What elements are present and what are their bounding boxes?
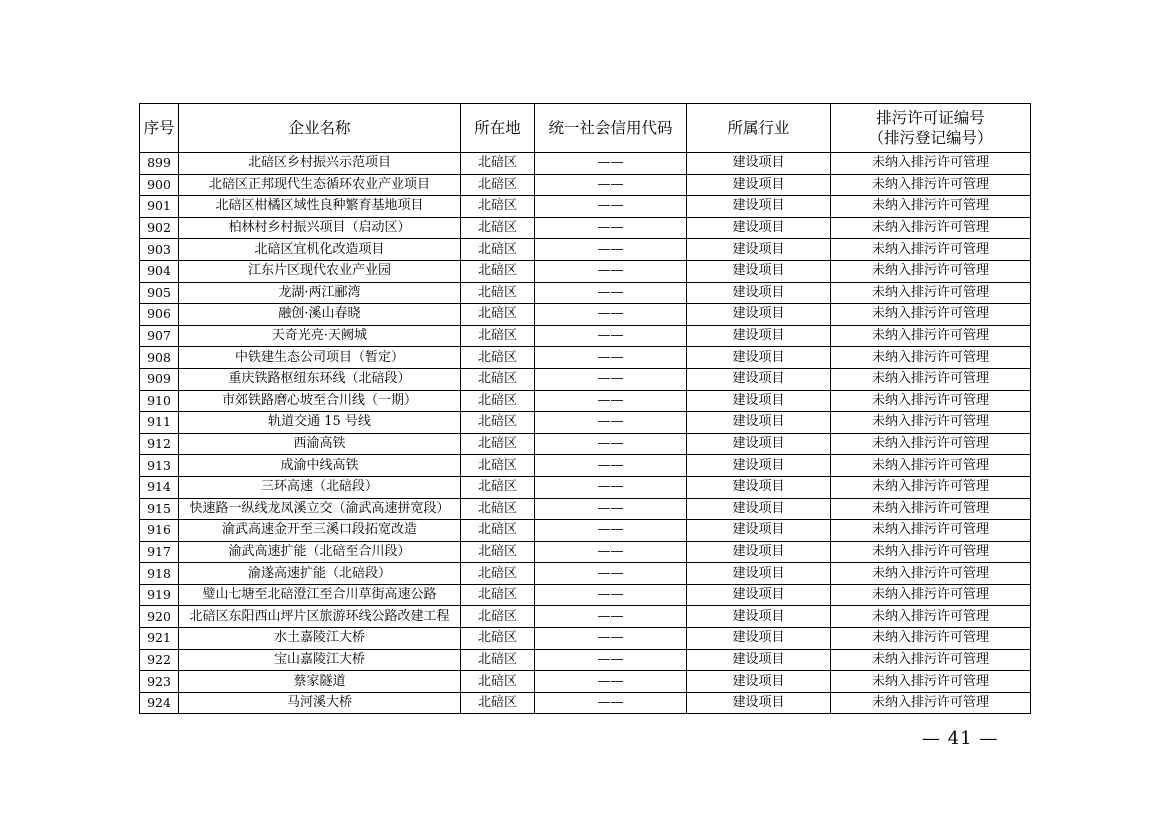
cell-company-name: 西渝高铁	[179, 433, 461, 455]
cell-industry: 建设项目	[687, 239, 831, 261]
cell-credit-code: ——	[535, 196, 687, 218]
cell-company-name: 轨道交通 15 号线	[179, 412, 461, 434]
cell-location: 北碚区	[461, 692, 535, 714]
cell-company-name: 龙湖·两江郦湾	[179, 282, 461, 304]
cell-location: 北碚区	[461, 325, 535, 347]
cell-location: 北碚区	[461, 433, 535, 455]
cell-location: 北碚区	[461, 628, 535, 650]
cell-industry: 建设项目	[687, 260, 831, 282]
cell-seq: 913	[140, 455, 179, 477]
cell-permit-status: 未纳入排污许可管理	[831, 239, 1031, 261]
table-row	[140, 217, 1031, 239]
cell-seq: 907	[140, 325, 179, 347]
cell-location: 北碚区	[461, 347, 535, 369]
cell-company-name: 成渝中线高铁	[179, 455, 461, 477]
cell-permit-status: 未纳入排污许可管理	[831, 217, 1031, 239]
cell-industry: 建设项目	[687, 347, 831, 369]
cell-location: 北碚区	[461, 541, 535, 563]
page-number: — 41 —	[922, 728, 999, 749]
cell-industry: 建设项目	[687, 174, 831, 196]
cell-seq: 901	[140, 196, 179, 218]
cell-location: 北碚区	[461, 260, 535, 282]
cell-credit-code: ——	[535, 563, 687, 585]
cell-industry: 建设项目	[687, 498, 831, 520]
registry-table	[139, 103, 1031, 714]
cell-company-name: 天奇光亮·天阙城	[179, 325, 461, 347]
table-row	[140, 520, 1031, 542]
table-row	[140, 153, 1031, 175]
cell-company-name: 市郊铁路磨心坡至合川线（一期）	[179, 390, 461, 412]
cell-permit-status: 未纳入排污许可管理	[831, 606, 1031, 628]
cell-industry: 建设项目	[687, 153, 831, 175]
cell-permit-status: 未纳入排污许可管理	[831, 584, 1031, 606]
cell-company-name: 快速路一纵线龙凤溪立交（渝武高速拼宽段）	[179, 498, 461, 520]
cell-seq: 915	[140, 498, 179, 520]
cell-credit-code: ——	[535, 671, 687, 693]
cell-industry: 建设项目	[687, 520, 831, 542]
cell-permit-status: 未纳入排污许可管理	[831, 671, 1031, 693]
cell-industry: 建设项目	[687, 671, 831, 693]
cell-location: 北碚区	[461, 412, 535, 434]
table-row	[140, 260, 1031, 282]
cell-seq: 916	[140, 520, 179, 542]
cell-company-name: 三环高速（北碚段）	[179, 476, 461, 498]
cell-permit-status: 未纳入排污许可管理	[831, 347, 1031, 369]
cell-industry: 建设项目	[687, 541, 831, 563]
cell-seq: 908	[140, 347, 179, 369]
cell-industry: 建设项目	[687, 606, 831, 628]
cell-permit-status: 未纳入排污许可管理	[831, 433, 1031, 455]
table-header	[140, 104, 1031, 153]
cell-seq: 903	[140, 239, 179, 261]
cell-credit-code: ——	[535, 455, 687, 477]
table-row	[140, 455, 1031, 477]
cell-permit-status: 未纳入排污许可管理	[831, 282, 1031, 304]
cell-location: 北碚区	[461, 584, 535, 606]
cell-seq: 904	[140, 260, 179, 282]
cell-credit-code: ——	[535, 260, 687, 282]
cell-permit-status: 未纳入排污许可管理	[831, 390, 1031, 412]
cell-location: 北碚区	[461, 671, 535, 693]
cell-location: 北碚区	[461, 606, 535, 628]
cell-location: 北碚区	[461, 390, 535, 412]
cell-location: 北碚区	[461, 304, 535, 326]
cell-company-name: 融创·溪山春晓	[179, 304, 461, 326]
cell-company-name: 北碚区乡村振兴示范项目	[179, 153, 461, 175]
cell-seq: 905	[140, 282, 179, 304]
cell-permit-status: 未纳入排污许可管理	[831, 628, 1031, 650]
header-row	[140, 104, 1031, 153]
cell-company-name: 柏林村乡村振兴项目（启动区）	[179, 217, 461, 239]
table-row	[140, 433, 1031, 455]
table-row	[140, 541, 1031, 563]
table-row	[140, 412, 1031, 434]
cell-permit-status: 未纳入排污许可管理	[831, 692, 1031, 714]
cell-company-name: 北碚区正邦现代生态循环农业产业项目	[179, 174, 461, 196]
cell-credit-code: ——	[535, 520, 687, 542]
table-row	[140, 368, 1031, 390]
cell-credit-code: ——	[535, 412, 687, 434]
cell-company-name: 重庆铁路枢纽东环线（北碚段）	[179, 368, 461, 390]
cell-company-name: 北碚区宜机化改造项目	[179, 239, 461, 261]
cell-permit-status: 未纳入排污许可管理	[831, 476, 1031, 498]
table-row	[140, 282, 1031, 304]
cell-industry: 建设项目	[687, 217, 831, 239]
table-row	[140, 606, 1031, 628]
cell-company-name: 江东片区现代农业产业园	[179, 260, 461, 282]
cell-permit-status: 未纳入排污许可管理	[831, 368, 1031, 390]
header-location: 所在地	[461, 104, 535, 153]
header-seq: 序号	[140, 104, 179, 153]
cell-permit-status: 未纳入排污许可管理	[831, 412, 1031, 434]
cell-location: 北碚区	[461, 498, 535, 520]
cell-industry: 建设项目	[687, 196, 831, 218]
cell-industry: 建设项目	[687, 563, 831, 585]
cell-company-name: 宝山嘉陵江大桥	[179, 649, 461, 671]
cell-permit-status: 未纳入排污许可管理	[831, 174, 1031, 196]
cell-location: 北碚区	[461, 520, 535, 542]
cell-seq: 909	[140, 368, 179, 390]
cell-seq: 921	[140, 628, 179, 650]
cell-industry: 建设项目	[687, 455, 831, 477]
cell-industry: 建设项目	[687, 282, 831, 304]
table-row	[140, 325, 1031, 347]
cell-industry: 建设项目	[687, 584, 831, 606]
cell-credit-code: ——	[535, 433, 687, 455]
cell-seq: 900	[140, 174, 179, 196]
table-row	[140, 304, 1031, 326]
cell-credit-code: ——	[535, 347, 687, 369]
cell-location: 北碚区	[461, 153, 535, 175]
table-row	[140, 692, 1031, 714]
cell-credit-code: ——	[535, 390, 687, 412]
cell-location: 北碚区	[461, 649, 535, 671]
cell-company-name: 水土嘉陵江大桥	[179, 628, 461, 650]
cell-location: 北碚区	[461, 282, 535, 304]
cell-company-name: 渝武高速扩能（北碚至合川段）	[179, 541, 461, 563]
table-row	[140, 563, 1031, 585]
cell-credit-code: ——	[535, 476, 687, 498]
cell-company-name: 北碚区柑橘区域性良种繁育基地项目	[179, 196, 461, 218]
header-permit	[831, 104, 1031, 153]
cell-permit-status: 未纳入排污许可管理	[831, 304, 1031, 326]
header-company-name: 企业名称	[179, 104, 461, 153]
cell-credit-code: ——	[535, 368, 687, 390]
cell-permit-status: 未纳入排污许可管理	[831, 520, 1031, 542]
cell-credit-code: ——	[535, 282, 687, 304]
cell-credit-code: ——	[535, 628, 687, 650]
table-row	[140, 174, 1031, 196]
cell-location: 北碚区	[461, 368, 535, 390]
cell-industry: 建设项目	[687, 628, 831, 650]
table-body	[140, 153, 1031, 714]
cell-permit-status: 未纳入排污许可管理	[831, 498, 1031, 520]
cell-credit-code: ——	[535, 606, 687, 628]
table-row	[140, 628, 1031, 650]
cell-credit-code: ——	[535, 239, 687, 261]
table-row	[140, 390, 1031, 412]
table-row	[140, 476, 1031, 498]
cell-company-name: 璧山七塘至北碚澄江至合川草街高速公路	[179, 584, 461, 606]
cell-permit-status: 未纳入排污许可管理	[831, 153, 1031, 175]
cell-seq: 918	[140, 563, 179, 585]
cell-company-name: 渝遂高速扩能（北碚段）	[179, 563, 461, 585]
cell-seq: 919	[140, 584, 179, 606]
cell-location: 北碚区	[461, 476, 535, 498]
cell-credit-code: ——	[535, 498, 687, 520]
cell-credit-code: ——	[535, 692, 687, 714]
cell-company-name: 中铁建生态公司项目（暂定）	[179, 347, 461, 369]
cell-industry: 建设项目	[687, 325, 831, 347]
cell-industry: 建设项目	[687, 692, 831, 714]
header-permit-line1: 排污许可证编号	[876, 109, 985, 127]
cell-seq: 912	[140, 433, 179, 455]
cell-company-name: 北碚区东阳西山坪片区旅游环线公路改建工程	[179, 606, 461, 628]
cell-location: 北碚区	[461, 239, 535, 261]
cell-company-name: 渝武高速金开至三溪口段拓宽改造	[179, 520, 461, 542]
cell-seq: 923	[140, 671, 179, 693]
header-credit-code: 统一社会信用代码	[535, 104, 687, 153]
header-permit-line2: （排污登记编号）	[868, 129, 993, 147]
cell-credit-code: ——	[535, 541, 687, 563]
cell-location: 北碚区	[461, 563, 535, 585]
cell-location: 北碚区	[461, 196, 535, 218]
cell-credit-code: ——	[535, 174, 687, 196]
cell-location: 北碚区	[461, 455, 535, 477]
header-industry: 所属行业	[687, 104, 831, 153]
cell-industry: 建设项目	[687, 433, 831, 455]
cell-permit-status: 未纳入排污许可管理	[831, 649, 1031, 671]
cell-credit-code: ——	[535, 153, 687, 175]
cell-company-name: 马河溪大桥	[179, 692, 461, 714]
table-row	[140, 239, 1031, 261]
cell-seq: 906	[140, 304, 179, 326]
cell-permit-status: 未纳入排污许可管理	[831, 260, 1031, 282]
cell-seq: 922	[140, 649, 179, 671]
cell-permit-status: 未纳入排污许可管理	[831, 563, 1031, 585]
cell-seq: 902	[140, 217, 179, 239]
cell-seq: 920	[140, 606, 179, 628]
table-row	[140, 498, 1031, 520]
cell-permit-status: 未纳入排污许可管理	[831, 455, 1031, 477]
cell-credit-code: ——	[535, 217, 687, 239]
cell-permit-status: 未纳入排污许可管理	[831, 541, 1031, 563]
cell-industry: 建设项目	[687, 368, 831, 390]
cell-seq: 899	[140, 153, 179, 175]
cell-industry: 建设项目	[687, 476, 831, 498]
cell-location: 北碚区	[461, 217, 535, 239]
cell-credit-code: ——	[535, 584, 687, 606]
cell-permit-status: 未纳入排污许可管理	[831, 325, 1031, 347]
cell-credit-code: ——	[535, 325, 687, 347]
cell-seq: 911	[140, 412, 179, 434]
cell-seq: 924	[140, 692, 179, 714]
cell-seq: 917	[140, 541, 179, 563]
cell-industry: 建设项目	[687, 649, 831, 671]
cell-company-name: 蔡家隧道	[179, 671, 461, 693]
cell-credit-code: ——	[535, 304, 687, 326]
table-row	[140, 347, 1031, 369]
cell-location: 北碚区	[461, 174, 535, 196]
cell-industry: 建设项目	[687, 304, 831, 326]
cell-permit-status: 未纳入排污许可管理	[831, 196, 1031, 218]
table-row	[140, 649, 1031, 671]
cell-industry: 建设项目	[687, 390, 831, 412]
cell-credit-code: ——	[535, 649, 687, 671]
cell-industry: 建设项目	[687, 412, 831, 434]
table-row	[140, 584, 1031, 606]
cell-seq: 910	[140, 390, 179, 412]
table-row	[140, 196, 1031, 218]
cell-seq: 914	[140, 476, 179, 498]
table-row	[140, 671, 1031, 693]
